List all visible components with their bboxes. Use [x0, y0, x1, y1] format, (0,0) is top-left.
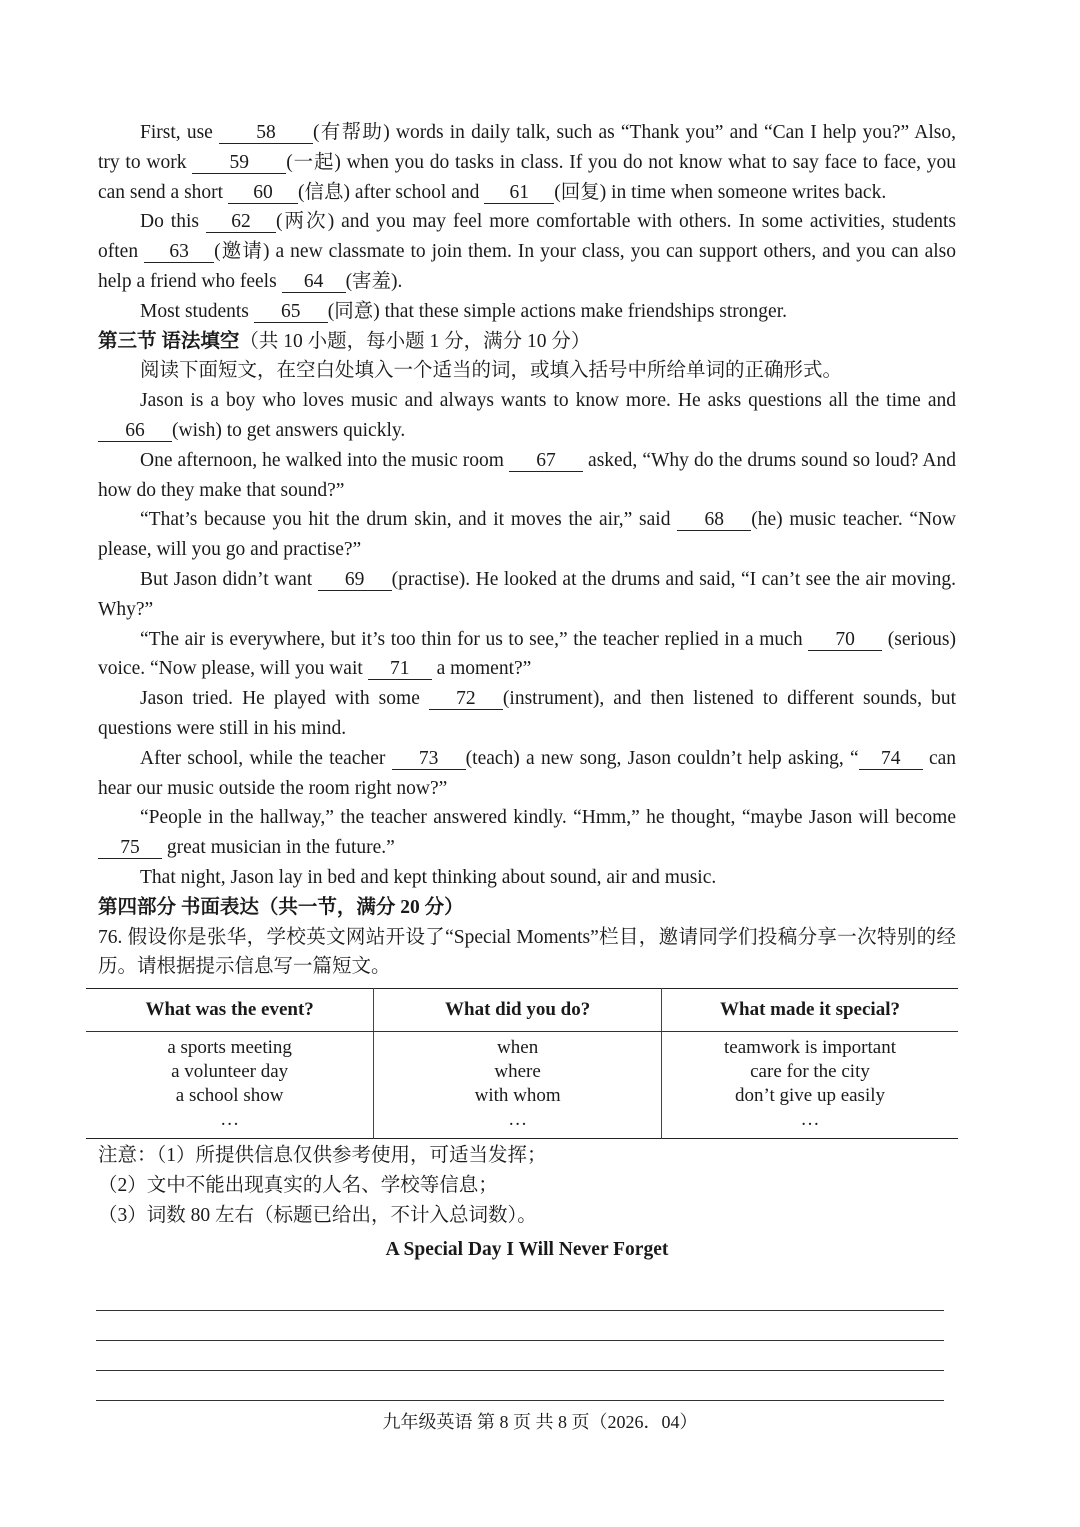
- table-header: What did you do?: [374, 989, 662, 1032]
- passage2-paragraph-7: [98, 744, 956, 804]
- text: (一起) when you do tasks in class. If you do not know what to say face to face, you can send a short: [98, 151, 957, 203]
- passage1-paragraph-1: [98, 118, 956, 207]
- blank-71[interactable]: 71: [368, 659, 432, 680]
- text: (回复) in time when someone writes back.: [554, 181, 887, 203]
- writing-line[interactable]: [96, 1400, 944, 1401]
- blank-73[interactable]: 73: [392, 749, 466, 770]
- text: can hear our music outside the room right now?”: [98, 747, 957, 799]
- list-item: …: [800, 1109, 820, 1131]
- passage2-paragraph-3: [98, 505, 956, 565]
- passage1-paragraph-2: [98, 207, 956, 296]
- blank-68[interactable]: 68: [677, 510, 751, 531]
- table-header: What made it special?: [662, 989, 959, 1032]
- text: Jason tried. He played with some: [140, 688, 429, 710]
- list-item: …: [220, 1109, 240, 1131]
- blank-69[interactable]: 69: [318, 570, 392, 591]
- text: (两次) and you may feel more comfortable with others. In some activities, students often: [98, 211, 956, 263]
- list-item: where: [494, 1061, 541, 1083]
- list-item: don’t give up easily: [734, 1085, 886, 1107]
- section3-instruction: 阅读下面短文，在空白处填入一个适当的词，或填入括号中所给单词的正确形式。: [140, 360, 843, 382]
- writing-prompt: 76. 假设你是张华，学校英文网站开设了“Special Moments”栏目，邀请同学们投稿分享一次特别的经历。请根据提示信息写一篇短文。: [98, 926, 956, 978]
- section-score-info: （共 10 小题，每小题 1 分，满分 10 分）: [239, 330, 591, 352]
- text: That night, Jason lay in bed and kept thinking about sound, air and music.: [140, 866, 717, 888]
- list-item: …: [508, 1109, 528, 1131]
- passage2-paragraph-9: [98, 863, 956, 893]
- passage2-paragraph-8: [98, 803, 956, 863]
- text: After school, while the teacher: [140, 747, 392, 769]
- text: First, use: [140, 122, 219, 143]
- text: (instrument), and then listened to different sounds, but questions were still in his mind.: [98, 688, 956, 739]
- notes: [98, 1141, 956, 1231]
- list-item: care for the city: [750, 1061, 870, 1083]
- writing-line[interactable]: [96, 1370, 944, 1371]
- passage2-paragraph-1: [98, 386, 956, 446]
- blank-66[interactable]: 66: [98, 421, 172, 442]
- list-item: a volunteer day: [171, 1061, 289, 1083]
- text: “That’s because you hit the drum skin, and it moves the air,” said: [140, 509, 678, 531]
- table-header-row: [86, 989, 958, 1032]
- text: Jason is a boy who loves music and always wants to know more. He asks questions all the time and: [140, 390, 956, 412]
- note-2: （2）文中不能出现真实的人名、学校等信息；: [98, 1175, 498, 1197]
- text: (practise). He looked at the drums and said, “I can’t see the air moving. Why?”: [98, 568, 956, 620]
- text: (wish) to get answers quickly.: [172, 419, 406, 441]
- passage2-paragraph-4: [98, 565, 956, 625]
- blank-70[interactable]: 70: [808, 630, 882, 651]
- text: (同意) that these simple actions make friendships stronger.: [327, 300, 787, 322]
- text: Do this: [140, 211, 206, 233]
- writing-line[interactable]: [96, 1340, 944, 1341]
- passage1-paragraph-3: [98, 297, 956, 327]
- text: great musician in the future.”: [162, 837, 395, 859]
- text: (serious) voice. “Now please, will you wait: [98, 628, 956, 680]
- blank-74[interactable]: 74: [859, 749, 923, 770]
- text: One afternoon, he walked into the music room: [140, 449, 509, 471]
- blank-62[interactable]: 62: [206, 212, 276, 233]
- hint-table: [86, 988, 958, 1139]
- page-footer: 九年级英语 第 8 页 共 8 页（2026．04）: [382, 1412, 698, 1432]
- note-1: 注意：（1）所提供信息仅供参考使用，可适当发挥；: [98, 1145, 547, 1167]
- blank-63[interactable]: 63: [144, 242, 214, 263]
- blank-61[interactable]: 61: [484, 183, 554, 204]
- text: (信息) after school and: [297, 181, 485, 203]
- text: (邀请) a new classmate to join them. In your class, you can support others, and you can also help a friend who feels: [98, 241, 956, 292]
- text: (害羞).: [345, 270, 403, 292]
- page-content: [98, 118, 956, 1265]
- list-item: teamwork is important: [723, 1037, 897, 1059]
- list-item: when: [497, 1037, 539, 1059]
- text: asked, “Why do the drums sound so loud? And how do they make that sound?”: [98, 449, 956, 501]
- blank-59[interactable]: 59: [192, 153, 286, 174]
- table-header: What was the event?: [86, 989, 374, 1032]
- blank-75[interactable]: 75: [98, 838, 162, 859]
- text: But Jason didn’t want: [140, 568, 318, 590]
- passage2-paragraph-2: [98, 446, 956, 506]
- blank-64[interactable]: 64: [282, 272, 346, 293]
- passage2-paragraph-6: [98, 684, 956, 744]
- text: “People in the hallway,” the teacher answered kindly. “Hmm,” he thought, “maybe Jason will become: [140, 807, 956, 829]
- part4-heading: 第四部分 书面表达（共一节，满分 20 分）: [98, 896, 464, 918]
- table-cell-events: [86, 1032, 374, 1139]
- blank-65[interactable]: 65: [254, 302, 328, 323]
- blank-60[interactable]: 60: [228, 183, 298, 204]
- text: (teach) a new song, Jason couldn’t help asking, “: [465, 747, 859, 769]
- writing-line[interactable]: [96, 1310, 944, 1311]
- table-row: [86, 1032, 958, 1139]
- text: a moment?”: [431, 658, 532, 680]
- text: (he) music teacher. “Now please, will you go and practise?”: [98, 509, 957, 561]
- table-cell-special: [662, 1032, 959, 1139]
- text: (有帮助) words in daily talk, such as “Thank you” and “Can I help you?” Also, try to work: [98, 122, 956, 173]
- blank-67[interactable]: 67: [509, 451, 583, 472]
- section3-heading: [98, 327, 956, 357]
- blank-58[interactable]: 58: [219, 123, 313, 144]
- blank-72[interactable]: 72: [429, 689, 503, 710]
- section-title: 第三节 语法填空: [98, 330, 240, 352]
- note-3: （3）词数 80 左右（标题已给出，不计入总词数）。: [98, 1205, 537, 1227]
- list-item: a school show: [175, 1085, 284, 1107]
- list-item: a sports meeting: [167, 1037, 292, 1059]
- essay-title: A Special Day I Will Never Forget: [385, 1239, 669, 1261]
- text: Most students: [140, 300, 254, 322]
- table-cell-actions: [374, 1032, 662, 1139]
- text: “The air is everywhere, but it’s too thin for us to see,” the teacher replied in a much: [140, 628, 809, 650]
- list-item: with whom: [474, 1085, 561, 1107]
- passage2-paragraph-5: [98, 625, 956, 685]
